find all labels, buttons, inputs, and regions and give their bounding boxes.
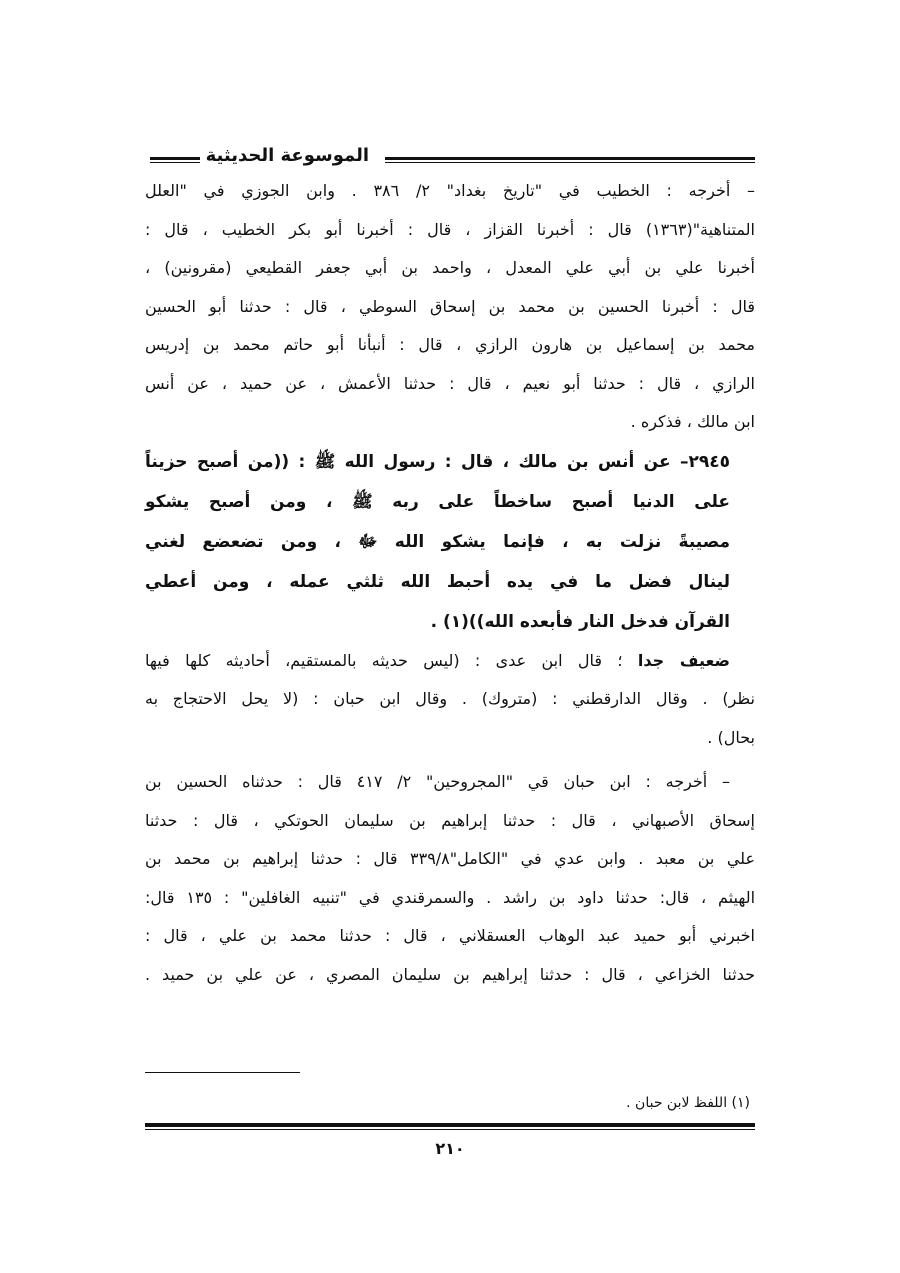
- text-line: – أخرجه : ابن حبان قي "المجروحين" ٢/ ٤١٧ قال : حدثناه الحسين بن: [145, 772, 731, 791]
- grading-paragraph: [145, 642, 755, 758]
- text-line: ابن مالك ، فذكره .: [630, 412, 755, 431]
- text-line: قال : أخبرنا الحسين بن محمد بن إسحاق السوطي ، قال : حدثنا أبو الحسين: [145, 296, 755, 316]
- body-text: [145, 172, 755, 994]
- header-title: الموسوعة الحديثية: [205, 145, 369, 166]
- header-rule-short: [150, 157, 200, 163]
- text-line: علي بن معبد . وابن عدي في "الكامل"٣٣٩/٨ قال : حدثنا إبراهيم بن محمد بن: [145, 849, 755, 868]
- footnote-separator: [145, 1072, 300, 1073]
- hadith-line: مصيبةً نزلت به ، فإنما يشكو الله ﷻ ، ومن تضعضع لغني: [145, 531, 730, 552]
- source-paragraph-2: [145, 763, 755, 994]
- hadith-line: القرآن فدخل النار فأبعده الله))(١) .: [430, 611, 730, 632]
- footer-rule: [145, 1123, 755, 1130]
- page-number: ٢١٠: [435, 1139, 465, 1158]
- header-rule-long: [385, 157, 755, 163]
- grading-line-text: ؛ قال ابن عدى : (ليس حديثه بالمستقيم، أحاديثه كلها فيها: [145, 650, 638, 670]
- text-line: إسحاق الأصبهاني ، قال : حدثنا إبراهيم بن سليمان الحوتكي ، قال : حدثنا: [145, 810, 755, 830]
- text-line: حدثنا الخزاعي ، قال : حدثنا إبراهيم بن سليمان المصري ، عن علي بن حميد .: [145, 964, 755, 984]
- hadith-text: [145, 442, 755, 642]
- text-line: – أخرجه : الخطيب في "تاريخ بغداد" ٢/ ٣٨٦ . وابن الجوزي في "العلل: [145, 181, 756, 200]
- text-line: اخبرني أبو حميد عبد الوهاب العسقلاني ، قال : حدثنا محمد بن علي ، قال :: [145, 926, 755, 945]
- running-header: [145, 142, 755, 176]
- grading-line: نظر) . وقال الدارقطني : (متروك) . وقال ابن حبان : (لا يحل الاحتجاج به: [145, 689, 755, 708]
- source-paragraph-1: [145, 172, 755, 442]
- hadith-line: على الدنيا أصبح ساخطاً على ربه ﷺ ، ومن أصبح يشكو: [145, 491, 730, 512]
- footnote: (١) اللفظ لابن حبان .: [626, 1095, 750, 1111]
- text-line: الهيثم ، قال: حدثنا داود بن راشد . والسمرقندي في "تنبيه الغافلين" : ١٣٥ قال:: [145, 887, 756, 907]
- text-line: محمد بن إسماعيل بن هارون الرازي ، قال : أنبأنا أبو حاتم محمد بن إدريس: [145, 335, 755, 354]
- text-line: الرازي ، قال : حدثنا أبو نعيم ، قال : حدثنا الأعمش ، عن حميد ، عن أنس: [145, 373, 755, 393]
- hadith-line: لينال فضل ما في يده أحبط الله ثلثي عمله ، ومن أعطي: [145, 571, 730, 592]
- grading-line: [145, 642, 755, 681]
- text-line: أخبرنا علي بن أبي علي المعدل ، واحمد بن أبي جعفر القطيعي (مقرونين) ،: [145, 258, 755, 277]
- grading-line: بحال) .: [707, 727, 755, 747]
- hadith-line: ٢٩٤٥– عن أنس بن مالك ، قال : رسول الله ﷺ : ((من أصبح حزيناً: [145, 451, 730, 472]
- text-line: المتناهية"(١٣٦٣) قال : أخبرنا القزاز ، قال : أخبرنا أبو بكر الخطيب ، قال :: [145, 219, 755, 239]
- grading-label: ضعيف جدا: [637, 650, 731, 670]
